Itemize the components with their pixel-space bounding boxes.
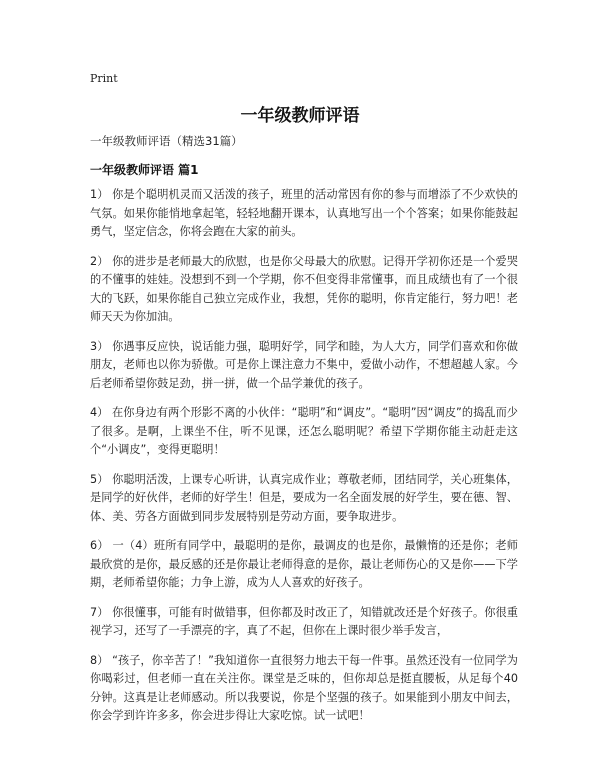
comment-paragraph-2: 2） 你的进步是老师最大的欣慰，也是你父母最大的欣慰。记得开学初你还是一个爱哭的不懂事的娃娃。没想到不到一个学期，你不但变得非常懂事，而且成绩也有了一个很大的飞跃，如果你能自己独立完成作业，我想，凭你的聪明，你肯定能行，努力吧！老师天天为你加油。: [90, 254, 518, 323]
document-subtitle: 一年级教师评语（精选31篇）: [90, 134, 243, 148]
comment-paragraph-8: 8） “孩子，你辛苦了！”我知道你一直很努力地去干每一件事。虽然还没有一位同学为你喝彩过，但老师一直在关注你。课堂是乏味的，但你却总是挺直腰板，从足每个40分钟。这真是让老师感动。所以我要说，你是个坚强的孩子。如果能到小朋友中间去，你会学到许许多多，你会进步得让大家吃惊。试一试吧！: [90, 653, 518, 722]
comment-paragraph-4: 4） 在你身边有两个形影不离的小伙伴：“聪明”和“调皮”。“聪明”因“调皮”的捣乱而少了很多。是啊，上课坐不住，听不见课，还怎么聪明呢？希望下学期你能主动赶走这个“小调皮”，变得更聪明！: [90, 406, 518, 456]
print-link[interactable]: Print: [90, 72, 118, 85]
comment-paragraph-7: 7） 你很懂事，可能有时做错事，但你都及时改正了，知错就改还是个好孩子。你很重视学习，还写了一手漂亮的字，真了不起，但你在上课时很少举手发言，: [90, 605, 518, 637]
comment-paragraph-3: 3） 你遇事反应快，说话能力强，聪明好学，同学和睦，为人大方，同学们喜欢和你做朋友，老师也以你为骄傲。可是你上课注意力不集中，爱做小动作，不想超越人家。今后老师希望你鼓足劲，拼一拼，做一个品学兼优的孩子。: [90, 339, 518, 390]
comment-list: [90, 186, 518, 737]
comment-paragraph-1: 1） 你是个聪明机灵而又活泼的孩子，班里的活动常因有你的参与而增添了不少欢快的气氛。如果你能悄地拿起笔，轻轻地翻开课本，认真地写出一个个答案；如果你能鼓起勇气，坚定信念，你将会跑在大家的前头。: [90, 188, 518, 238]
section-heading: 一年级教师评语 篇1: [90, 163, 199, 177]
page-title: 一年级教师评语: [240, 106, 360, 126]
comment-paragraph-6: 6） 一（4）班所有同学中，最聪明的是你，最调皮的也是你，最懒惰的还是你；老师最欣赏的是你，最反感的还是你最让老师得意的是你，最让老师伤心的又是你——下学期，老师希望你能；力争上游，成为人人喜欢的好孩子。: [90, 539, 518, 589]
comment-paragraph-5: 5） 你聪明活泼，上课专心听讲，认真完成作业；尊敬老师，团结同学，关心班集体，是同学的好伙伴，老师的好学生！但是，要成为一名全面发展的好学生，要在德、智、体、美、劳各方面做到同步发展特别是劳动方面，要争取进步。: [90, 472, 518, 523]
